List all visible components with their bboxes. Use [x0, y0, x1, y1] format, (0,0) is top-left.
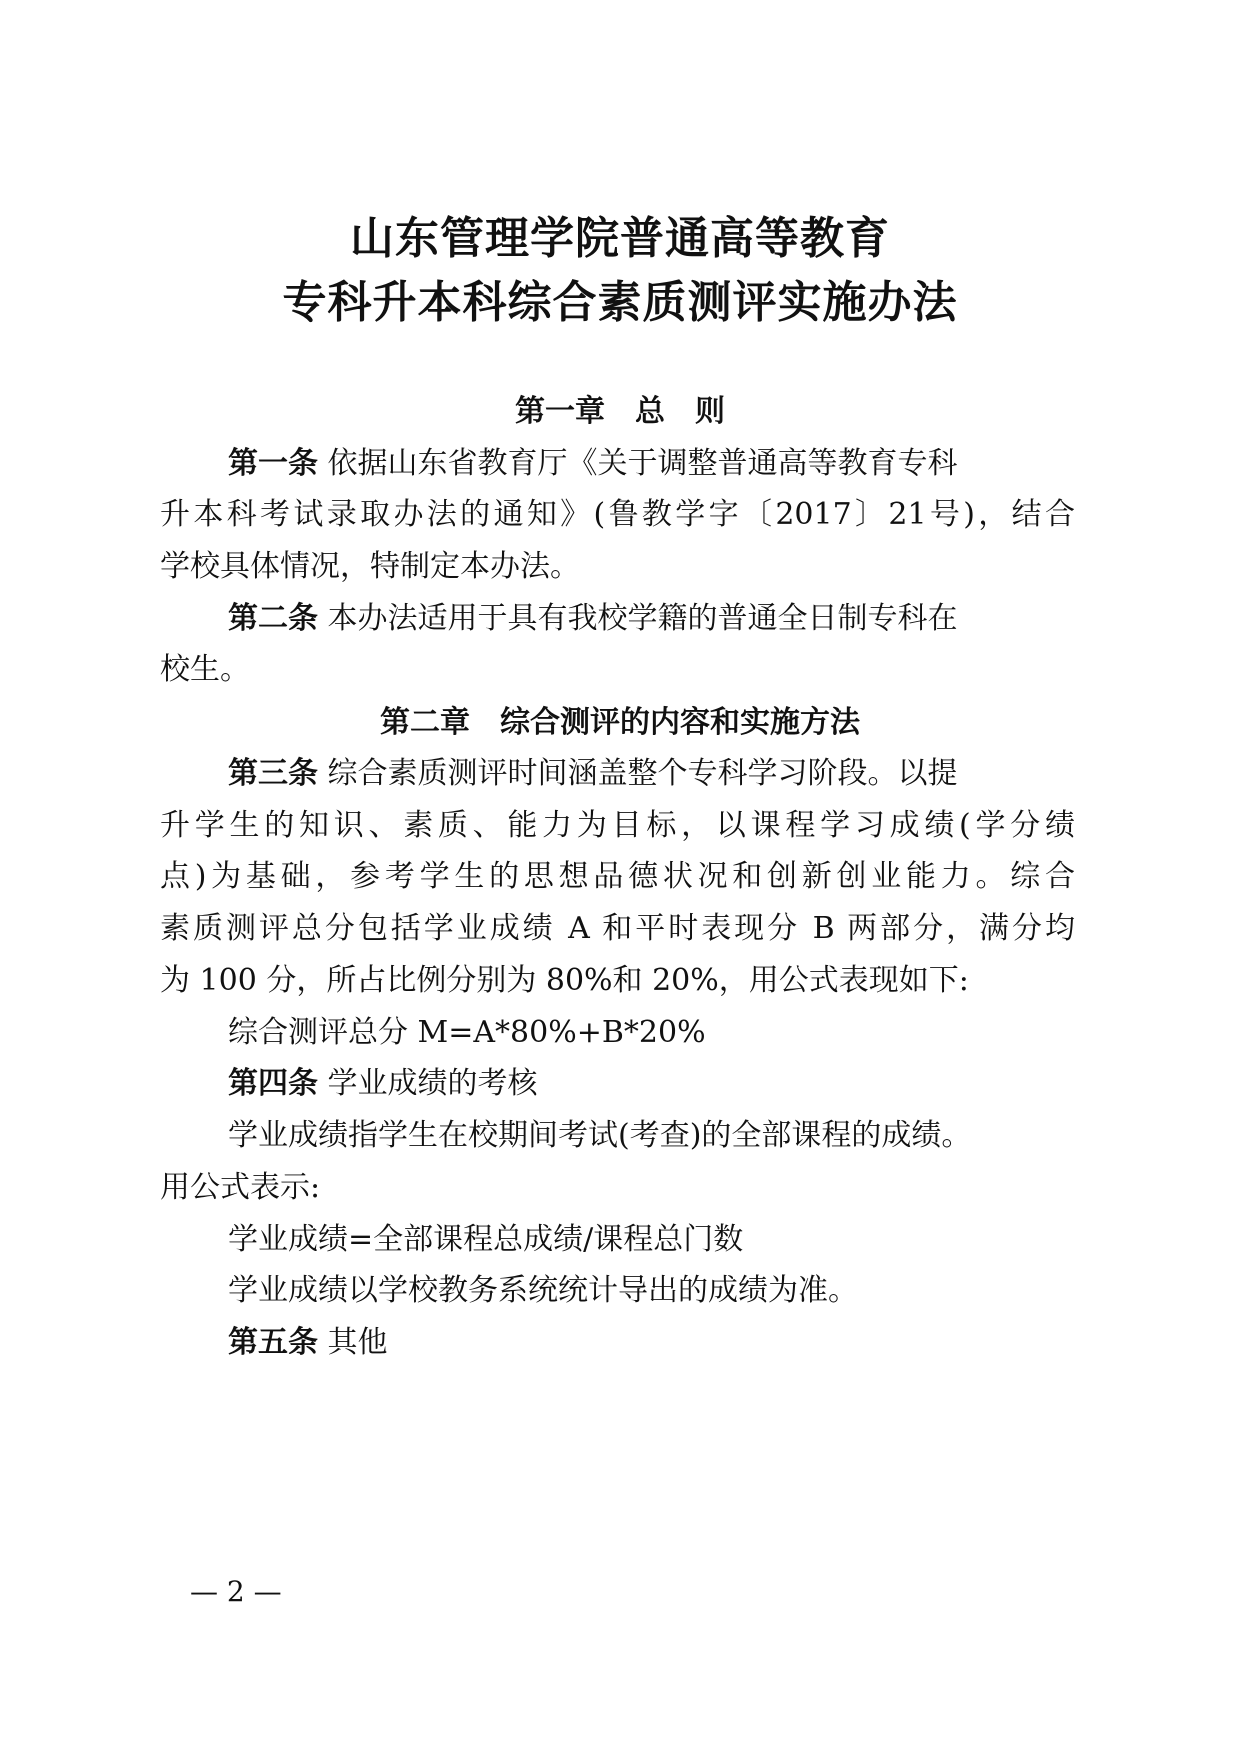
article-1-text: 依据山东省教育厅《关于调整普通高等教育专科 [327, 446, 958, 481]
article-4-line-2: 学业成绩指学生在校期间考试(考查)的全部课程的成绩。 [228, 1118, 972, 1153]
page-number: — 2 — [190, 1575, 282, 1608]
formula-line: 综合测评总分 M=A*80%+B*20% [228, 1015, 706, 1050]
article-2-label: 第二条 [228, 601, 318, 636]
article-2-line-1 [228, 601, 958, 636]
article-4-line-1 [228, 1066, 538, 1101]
article-1-label: 第一条 [228, 446, 318, 481]
article-3-label: 第三条 [228, 756, 318, 791]
article-4-line-5: 学业成绩以学校教务系统统计导出的成绩为准。 [228, 1273, 858, 1308]
document-title-line-2: 专科升本科综合素质测评实施办法 [282, 277, 958, 328]
article-5-text: 其他 [327, 1325, 388, 1360]
article-3-line-4: 素质测评总分包括学业成绩 A 和平时表现分 B 两部分，满分均 [160, 911, 1075, 946]
article-4-line-3: 用公式表示: [160, 1170, 321, 1205]
chapter-heading-2: 第二章 综合测评的内容和实施方法 [380, 705, 860, 740]
article-1-line-2: 升本科考试录取办法的通知》(鲁教学字〔2017〕21号)，结合 [160, 497, 1075, 532]
article-2-text: 本办法适用于具有我校学籍的普通全日制专科在 [327, 601, 958, 636]
article-3-line-1 [228, 756, 958, 791]
article-1-line-3: 学校具体情况，特制定本办法。 [160, 549, 580, 584]
article-2-line-2: 校生。 [160, 652, 250, 687]
article-1-line-1 [228, 446, 958, 481]
article-5-label: 第五条 [228, 1325, 318, 1360]
article-3-line-2: 升学生的知识、素质、能力为目标，以课程学习成绩(学分绩 [160, 808, 1075, 843]
article-3-line-5: 为 100 分，所占比例分别为 80%和 20%，用公式表现如下: [160, 963, 969, 998]
chapter-heading-1: 第一章 总 则 [515, 394, 725, 429]
article-3-line-3: 点)为基础，参考学生的思想品德状况和创新创业能力。综合 [160, 859, 1075, 894]
article-3-text: 综合素质测评时间涵盖整个专科学习阶段。以提 [327, 756, 958, 791]
article-4-label: 第四条 [228, 1066, 318, 1101]
article-4-line-4: 学业成绩=全部课程总成绩/课程总门数 [228, 1222, 744, 1257]
article-4-text: 学业成绩的考核 [327, 1066, 538, 1101]
document-title-line-1: 山东管理学院普通高等教育 [350, 213, 890, 264]
article-5-line-1 [228, 1325, 388, 1360]
